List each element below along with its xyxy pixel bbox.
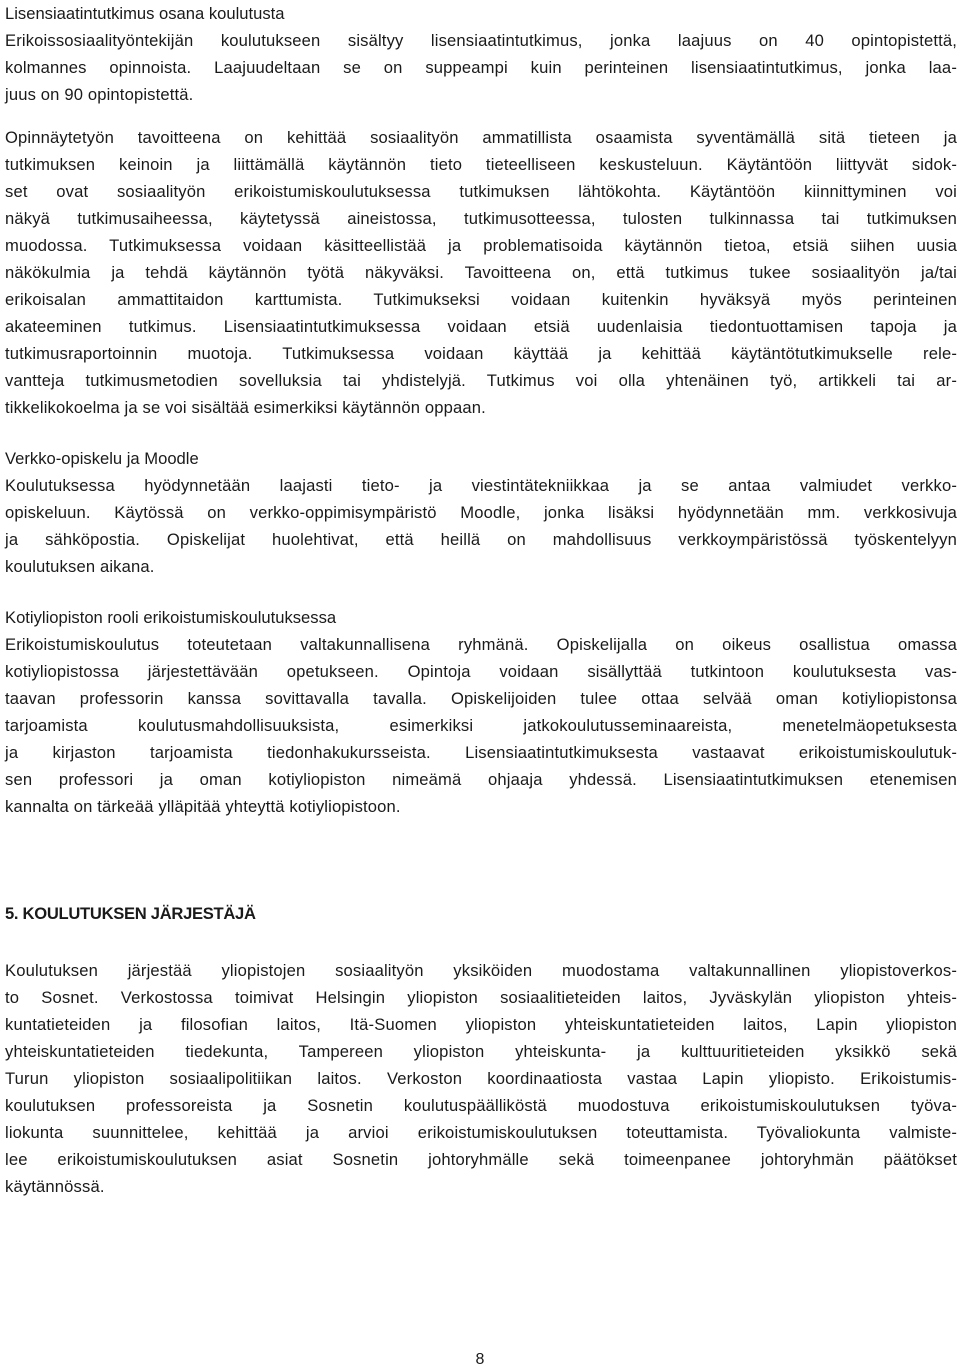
text-line: Koulutuksessa hyödynnetään laajasti tieto- ja viestintätekniikkaa ja se antaa valmiudet verkko-	[5, 476, 957, 495]
text-line: ja sähköpostia. Opiskelijat huolehtivat, että heillä on mahdollisuus verkkoympäristössä työskentelyyn	[5, 530, 957, 549]
text-line: liokunta suunnittelee, kehittää ja arvioi erikoistumiskoulutuksen toteuttamista. Työvaliokunta valmiste-	[5, 1123, 957, 1142]
text-line: to Sosnet. Verkostossa toimivat Helsingin yliopiston sosiaalitieteiden laitos, Jyväskylän yliopiston yhteis-	[5, 988, 957, 1007]
text-line: koulutuksen professoreista ja Sosnetin koulutuspäälliköstä muodostuva erikoistumiskoulutuksen työva-	[5, 1096, 957, 1115]
text-line: kannalta on tärkeää ylläpitää yhteyttä kotiyliopistoon.	[5, 797, 401, 816]
text-line: vantteja tutkimusmetodien sovelluksia tai yhdistelyjä. Tutkimus voi olla yhtenäinen työ, artikkeli tai ar-	[5, 371, 957, 390]
text-line: koulutuksen aikana.	[5, 557, 155, 576]
section-organizer	[5, 900, 957, 1200]
section-thesis	[5, 124, 957, 421]
text-line: akateeminen tutkimus. Lisensiaatintutkimuksessa voidaan etsiä uudenlaisia tiedontuottamisen tapoja ja	[5, 317, 957, 336]
text-line: set ovat sosiaalityön erikoistumiskoulutuksessa tutkimuksen lähtökohta. Käytäntöön kiinnittyminen voi	[5, 182, 957, 201]
text-line: erikoisalan ammattitaidon karttumista. Tutkimukseksi voidaan kuitenkin hyväksyä myös perinteinen	[5, 290, 957, 309]
text-line: opiskeluun. Käytössä on verkko-oppimisympäristö Moodle, jonka lisäksi hyödynnetään mm. verkkosivuja	[5, 503, 957, 522]
section-licentiate	[5, 0, 957, 108]
text-line: käytännössä.	[5, 1177, 105, 1196]
text-line: Erikoistumiskoulutus toteutetaan valtakunnallisena ryhmänä. Opiskelijalla on oikeus osallistua omassa	[5, 635, 957, 654]
text-line: sen professori ja oman kotiyliopiston nimeämä ohjaaja yhdessä. Lisensiaatintutkimuksen etenemisen	[5, 770, 957, 789]
text-line: Erikoissosiaalityöntekijän koulutukseen sisältyy lisensiaatintutkimus, jonka laajuus on 40 opintopistettä,	[5, 31, 957, 50]
text-line: taavan professorin kanssa sovittavalla tavalla. Opiskelijoiden tulee ottaa selvää oman kotiyliopistonsa	[5, 689, 957, 708]
text-line: näkyä tutkimusaiheessa, käytetyssä aineistossa, tutkimusotteessa, tulosten tulkinnassa tai tutkimuksen	[5, 209, 957, 228]
text-line: Koulutuksen järjestää yliopistojen sosiaalityön yksiköiden muodostama valtakunnallinen yliopistoverkos-	[5, 961, 957, 980]
section-heading-organizer: 5. KOULUTUKSEN JÄRJESTÄJÄ	[5, 904, 256, 923]
text-line: kolmannes opinnoista. Laajuudeltaan se on suppeampi kuin perinteinen lisensiaatintutkimus, jonka laa-	[5, 58, 957, 77]
text-line: muodossa. Tutkimuksessa voidaan käsitteellistää ja problematisoida käytännön tietoa, etsiä siihen uusia	[5, 236, 957, 255]
text-line: tarjoamista koulutusmahdollisuuksista, esimerkiksi jatkokoulutusseminaareista, menetelmäopetuksesta	[5, 716, 957, 735]
paragraph-home-university	[5, 631, 957, 820]
section-home-university	[5, 604, 957, 820]
text-line: yhteiskuntatieteiden tiedekunta, Tampereen yliopiston yhteiskunta- ja kulttuuritieteiden yksikkö sekä	[5, 1042, 957, 1061]
text-line: kotiyliopistossa järjestettävään opetukseen. Opintoja voidaan sisällyttää tutkintoon koulutuksesta vas-	[5, 662, 957, 681]
section-heading-licentiate: Lisensiaatintutkimus osana koulutusta	[5, 4, 285, 23]
document-page	[5, 0, 957, 1200]
paragraph-licentiate	[5, 27, 957, 108]
text-line: lee erikoistumiskoulutuksen asiat Sosnetin johtoryhmälle sekä toimeenpanee johtoryhmän päätökset	[5, 1150, 957, 1169]
section-moodle	[5, 445, 957, 580]
text-line: ja kirjaston tarjoamista tiedonhakukursseista. Lisensiaatintutkimuksesta vastaavat erikoistumiskoulutuk-	[5, 743, 957, 762]
text-line: juus on 90 opintopistettä.	[5, 85, 194, 104]
section-heading-home-university: Kotiyliopiston rooli erikoistumiskoulutuksessa	[5, 608, 337, 627]
text-line: Opinnäytetyön tavoitteena on kehittää sosiaalityön ammatillista osaamista syventämällä sitä tieteen ja	[5, 128, 957, 147]
text-line: näkökulmia ja tehdä käytännön työtä näkyväksi. Tavoitteena on, että tutkimus tukee sosiaalityön ja/tai	[5, 263, 957, 282]
page-number: 8	[475, 1351, 485, 1368]
text-line: Turun yliopiston sosiaalipolitiikan laitos. Verkoston koordinaatiosta vastaa Lapin yliopisto. Erikoistumis-	[5, 1069, 957, 1088]
paragraph-organizer	[5, 957, 957, 1200]
text-line: kuntatieteiden ja filosofian laitos, Itä-Suomen yliopiston yhteiskuntatieteiden laitos, Lapin yliopiston	[5, 1015, 957, 1034]
section-heading-moodle: Verkko-opiskelu ja Moodle	[5, 449, 199, 468]
paragraph-moodle	[5, 472, 957, 580]
text-line: tikkelikokoelma ja se voi sisältää esimerkiksi käytännön oppaan.	[5, 398, 486, 417]
text-line: tutkimusraportoinnin muotoja. Tutkimuksessa voidaan käyttää ja kehittää käytäntötutkimukselle rele-	[5, 344, 957, 363]
paragraph-thesis	[5, 124, 957, 421]
text-line: tutkimuksen keinoin ja liittämällä käytännön tieto tieteelliseen keskusteluun. Käytäntöön liittyvät sidok-	[5, 155, 957, 174]
